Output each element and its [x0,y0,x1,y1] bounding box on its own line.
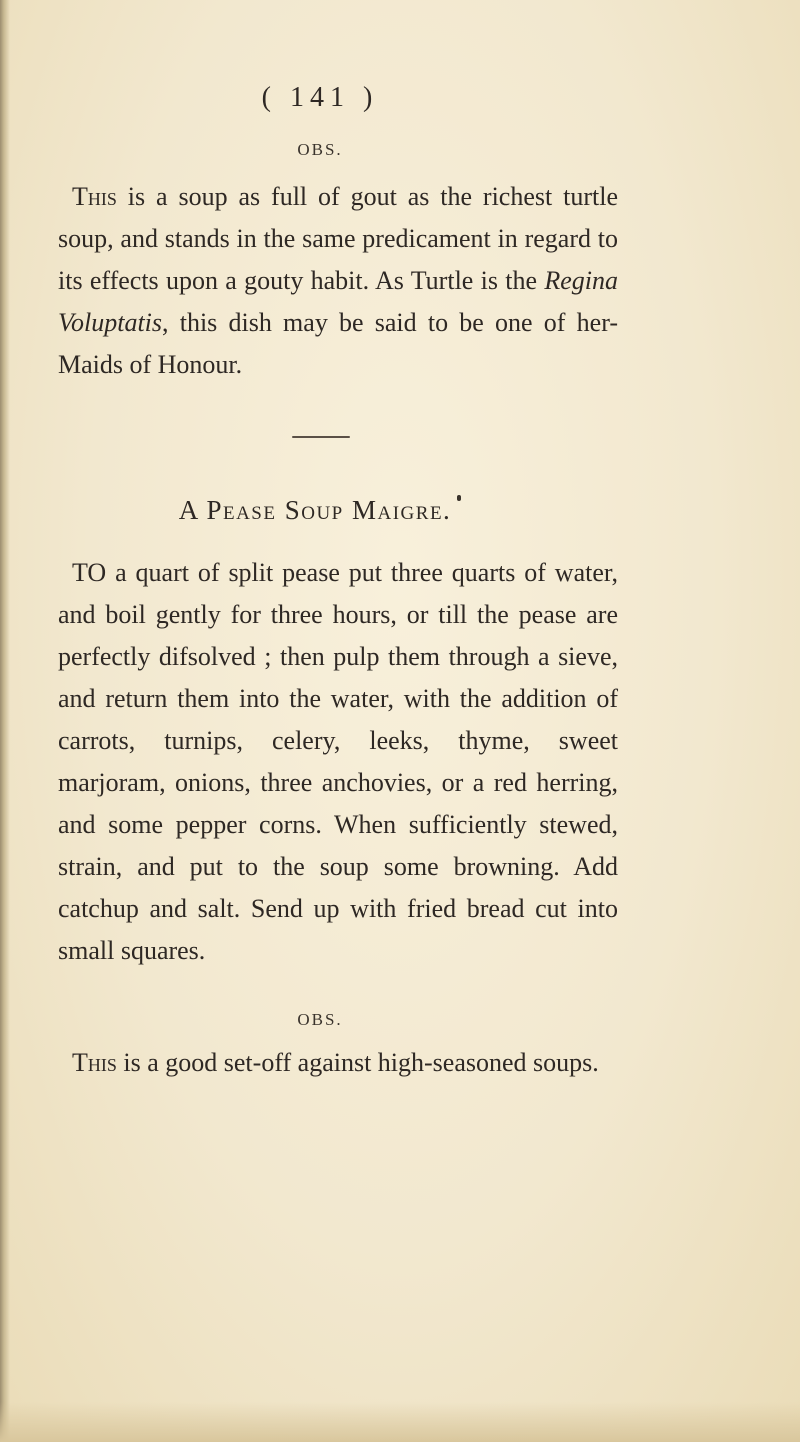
lead-word: This [72,182,117,211]
lead-word: This [72,1048,117,1077]
recipe-paragraph: TO a quart of split pease put three quarts of water, and boil gently for three hours, or till the pease are perfectly difsolved ; then pulp them through a sieve, and return them into the water, with the addition of carrots, turnips, celery, leeks, thyme, sweet marjoram, onions, three anchovies, or a red herring, and some pepper corns. When sufficiently stewed, strain, and put to the soup some browning. Add catchup and salt. Send up with fried bread cut into small squares. [58,558,618,965]
page-bottom-shadow [0,1402,800,1442]
obs-label: OBS. [297,140,343,159]
paragraph-text: , this dish may be said to be one of her-Maids of Honour. [58,308,618,379]
recipe-heading [0,495,640,526]
observation-paragraph-2 [58,1042,618,1084]
obs-label: OBS. [297,1010,343,1029]
italic-phrase: Regina Voluptatis [58,266,618,337]
page-number: ( 141 ) [261,82,379,113]
paragraph-text: is a good set-off against high-seasoned soups. [116,1048,599,1077]
paragraph-text: is a soup as full of gout as the richest turtle soup, and stands in the same predicament in regard to its effects upon a gouty habit. As Turtle is the [58,182,618,295]
recipe-title: A Pease Soup Maigre. [178,495,452,525]
ink-speck-icon [457,495,461,501]
observation-paragraph-1 [58,176,618,386]
section-divider [292,436,350,438]
page-binding-edge [0,0,10,1442]
